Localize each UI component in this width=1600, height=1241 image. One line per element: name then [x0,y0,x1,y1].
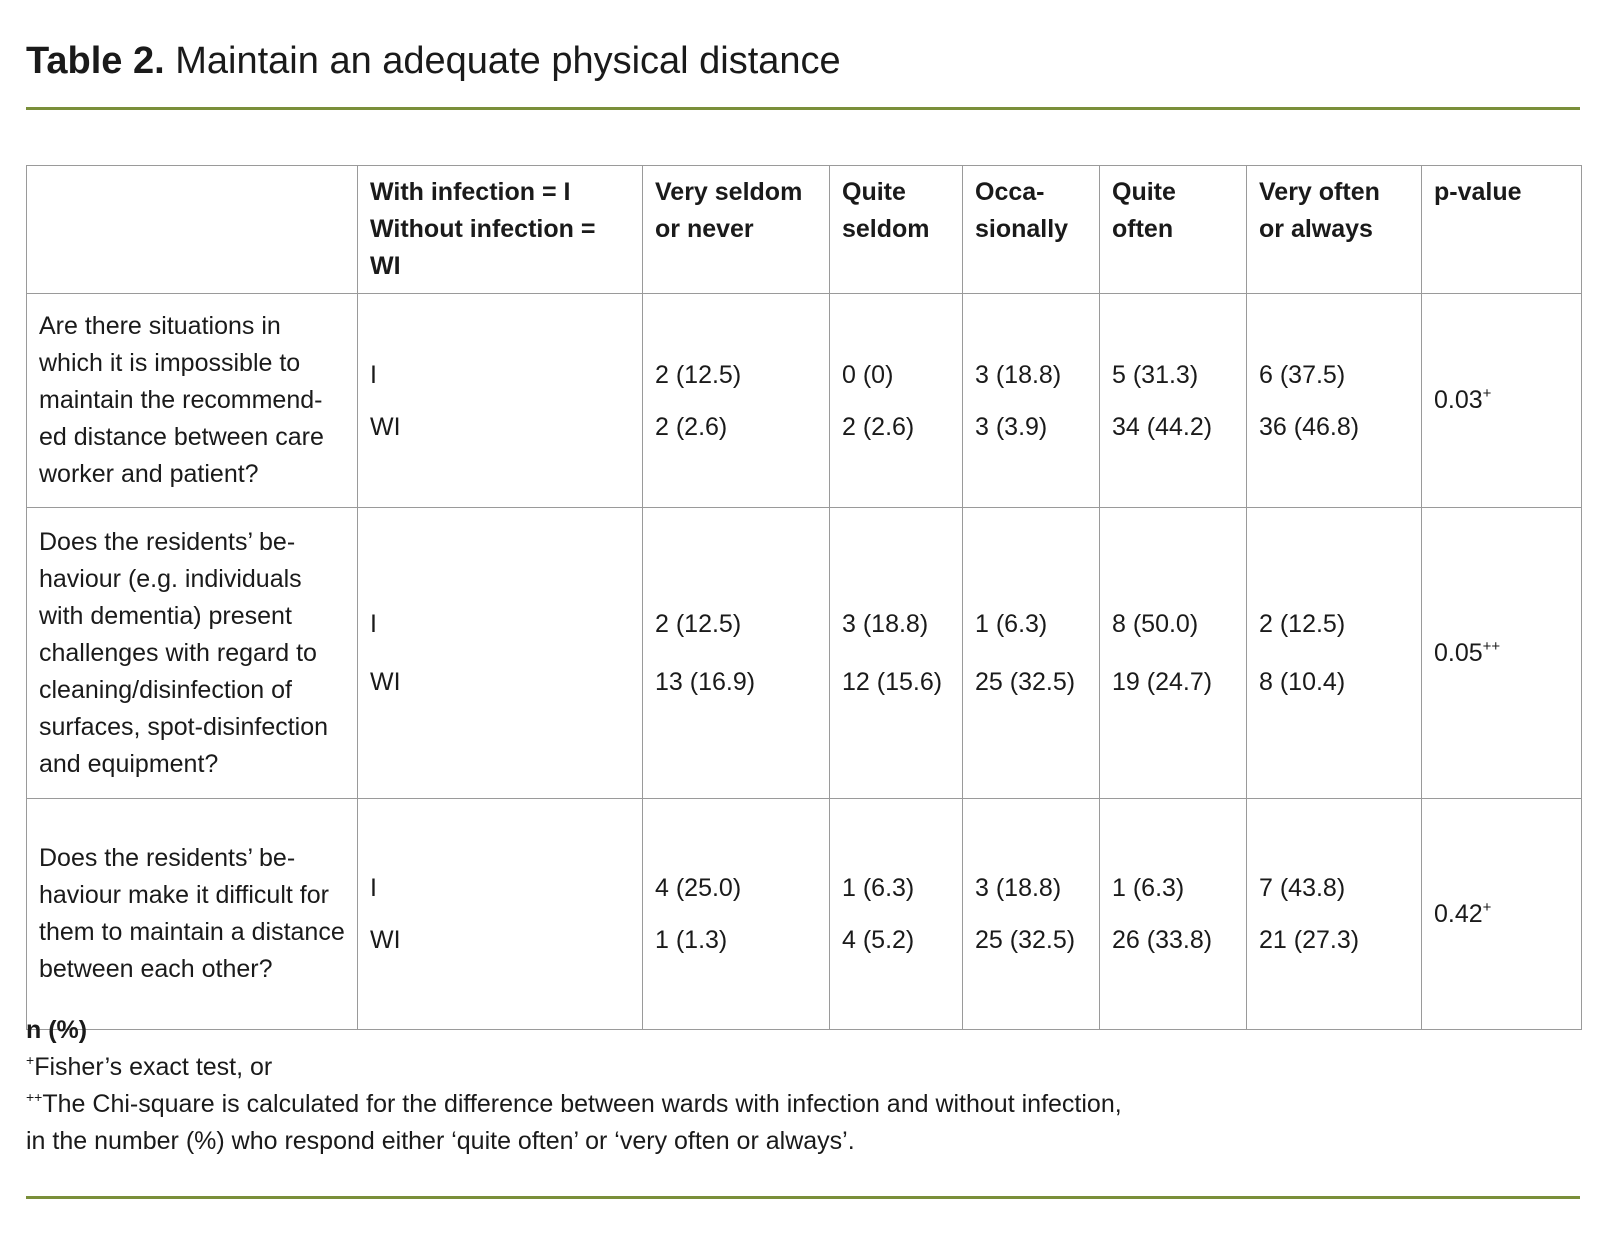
value-wi: 19 (24.7) [1112,668,1213,696]
table-row [27,294,1582,508]
header-quite-seldom-line1: Quite [842,178,906,206]
group-cell [358,294,643,508]
occasionally-cell [963,294,1100,508]
fisher-note [26,1049,1122,1086]
very-often-cell [1247,294,1422,508]
value-i: 3 (18.8) [975,874,1062,902]
p-value-cell [1422,294,1582,508]
value-wi: 26 (33.8) [1112,926,1213,954]
p-value: 0.05 [1434,638,1483,667]
header-row [27,166,1582,294]
quite-seldom-cell [830,508,963,799]
value-wi: 2 (2.6) [842,412,915,441]
header-question [27,166,358,294]
very-seldom-cell [643,508,830,799]
header-group [358,166,643,294]
very-seldom-cell [643,799,830,1030]
value-wi: 12 (15.6) [842,668,943,696]
quite-seldom-cell [830,294,963,508]
chi-text-line1: The Chi-square is calculated for the difference between wards with infection and without infection, [42,1090,1122,1118]
value-i: 4 (25.0) [655,874,742,902]
value-wi: 25 (32.5) [975,926,1076,954]
results-table [26,165,1582,1030]
question-cell: Does the residents’ be-haviour (e.g. individuals with dementia) present challenges with regard to cleaning/disinfection of surfaces, spot-disinfection and equipment? [27,508,358,799]
group-i: I [370,874,377,902]
header-group-line1: With infection = I [370,178,571,206]
header-very-often-line1: Very often [1259,178,1380,206]
header-occasionally-line2: sionally [975,215,1069,243]
fisher-mark: + [26,1052,35,1068]
very-often-cell [1247,799,1422,1030]
p-value-mark: + [1482,898,1492,916]
value-wi: 21 (27.3) [1259,926,1360,954]
header-occasionally [963,166,1100,294]
p-value: 0.03 [1434,386,1483,414]
value-i: 3 (18.8) [975,360,1062,389]
group-i: I [370,360,377,389]
value-i: 7 (43.8) [1259,874,1346,902]
quite-seldom-cell [830,799,963,1030]
p-value-mark: ++ [1482,637,1501,655]
value-wi: 8 (10.4) [1259,668,1346,696]
value-wi: 36 (46.8) [1259,412,1360,441]
value-i: 1 (6.3) [1112,874,1185,902]
value-wi: 3 (3.9) [975,412,1048,441]
quite-often-cell [1100,294,1247,508]
header-group-line2: Without infection = WI [370,215,596,280]
value-i: 0 (0) [842,360,894,389]
group-wi: WI [370,412,401,441]
header-very-often [1247,166,1422,294]
fisher-text: Fisher’s exact test, or [34,1053,273,1081]
chi-mark: ++ [26,1089,43,1105]
group-wi: WI [370,926,401,954]
header-quite-seldom [830,166,963,294]
bottom-divider [26,1196,1580,1199]
chi-note-continued: in the number (%) who respond either ‘quite often’ or ‘very often or always’. [26,1127,855,1155]
value-i: 1 (6.3) [842,874,915,902]
value-wi: 34 (44.2) [1112,412,1213,441]
value-i: 1 (6.3) [975,610,1048,638]
question-cell: Does the residents’ be-haviour make it difficult for them to maintain a distance between each other? [27,799,358,1030]
header-very-seldom-line2: or never [655,215,754,243]
group-cell [358,508,643,799]
value-i: 2 (12.5) [655,610,742,638]
value-wi: 2 (2.6) [655,412,728,441]
header-occasionally-line1: Occa- [975,178,1045,206]
value-wi: 13 (16.9) [655,668,756,696]
value-i: 6 (37.5) [1259,360,1346,389]
table-row [27,508,1582,799]
p-value: 0.42 [1434,899,1483,928]
header-quite-seldom-line2: seldom [842,215,930,243]
occasionally-cell [963,508,1100,799]
p-value-cell [1422,799,1582,1030]
very-seldom-cell [643,294,830,508]
p-value-mark: + [1482,385,1492,402]
header-quite-often-line2: often [1112,215,1174,243]
table-row [27,799,1582,1030]
value-wi: 25 (32.5) [975,668,1076,696]
value-wi: 1 (1.3) [655,926,728,954]
group-wi: WI [370,668,401,696]
table-number: Table 2. [26,40,165,82]
header-quite-often-line1: Quite [1112,178,1176,206]
p-value-cell [1422,508,1582,799]
value-i: 3 (18.8) [842,610,929,638]
quite-often-cell [1100,799,1247,1030]
value-wi: 4 (5.2) [842,926,915,954]
group-i: I [370,610,377,638]
value-i: 5 (31.3) [1112,360,1199,389]
header-quite-often [1100,166,1247,294]
table-caption: Maintain an adequate physical distance [175,40,841,82]
top-divider [26,107,1580,110]
value-i: 2 (12.5) [1259,610,1346,638]
value-i: 2 (12.5) [655,360,742,389]
header-p-value: p-value [1422,166,1582,294]
quite-often-cell [1100,508,1247,799]
table-title [26,36,841,86]
unit-note: n (%) [26,1016,88,1044]
occasionally-cell [963,799,1100,1030]
table-footnotes [26,1012,1122,1160]
value-i: 8 (50.0) [1112,610,1199,638]
very-often-cell [1247,508,1422,799]
header-very-often-line2: or always [1259,215,1373,243]
chi-note [26,1086,1122,1123]
header-very-seldom [643,166,830,294]
header-very-seldom-line1: Very seldom [655,178,803,206]
group-cell [358,799,643,1030]
question-cell: Are there situations in which it is impossible to maintain the recommend-ed distance between care worker and patient? [27,294,358,508]
